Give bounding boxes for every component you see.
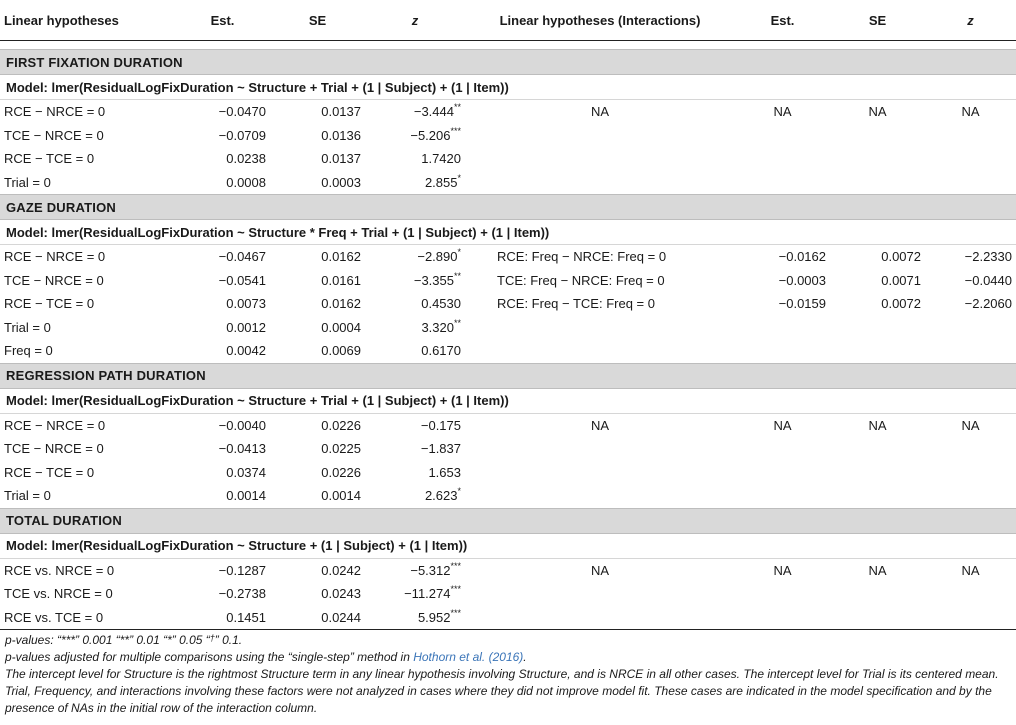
est: 0.0008 [226, 174, 266, 190]
header-z: z [411, 12, 419, 28]
se: 0.0004 [321, 319, 361, 335]
z-value: 3.320** [421, 317, 461, 335]
section-title: GAZE DURATION [0, 195, 1016, 220]
z-value: −0.175 [420, 417, 461, 433]
hypothesis: Trial = 0 [4, 174, 51, 190]
se: 0.0162 [321, 249, 361, 265]
table-row [0, 484, 1016, 508]
z-value: −2.890* [417, 247, 461, 265]
est: 0.0073 [226, 296, 266, 312]
se: 0.0226 [321, 417, 361, 433]
model-spec: Model: lmer(ResidualLogFixDuration ~ Structure + Trial + (1 | Subject) + (1 | Item)) [0, 75, 1016, 100]
se: 0.0136 [321, 127, 361, 143]
hypothesis: TCE − NRCE = 0 [4, 441, 104, 457]
z-value: −3.355** [413, 270, 461, 288]
z-value: −5.312*** [410, 560, 461, 578]
int-est: −0.0159 [778, 296, 826, 312]
spacer [0, 41, 1016, 50]
section-header [0, 363, 1016, 388]
z-value: 0.4530 [421, 296, 461, 312]
int-z: −0.0440 [964, 272, 1012, 288]
header-interactions: Linear hypotheses (Interactions) [499, 12, 701, 28]
z-value: −5.206*** [410, 125, 461, 143]
hypothesis: Trial = 0 [4, 319, 51, 335]
z-value: 2.623* [424, 486, 461, 504]
model-spec: Model: lmer(ResidualLogFixDuration ~ Structure + (1 | Subject) + (1 | Item)) [0, 533, 1016, 558]
header-est: Est. [210, 12, 235, 28]
int-z: NA [961, 417, 980, 433]
hypothesis: Trial = 0 [4, 488, 51, 504]
table-row [0, 413, 1016, 437]
header-linear-hypotheses: Linear hypotheses [4, 12, 119, 28]
header-int-est: Est. [770, 12, 795, 28]
table-row [0, 582, 1016, 606]
significance: *** [450, 125, 461, 136]
hypothesis: RCE − NRCE = 0 [4, 417, 106, 433]
hypothesis: TCE − NRCE = 0 [4, 272, 104, 288]
header-int-se: SE [868, 12, 887, 28]
int-est: NA [773, 417, 792, 433]
se: 0.0014 [321, 488, 361, 504]
est: 0.0238 [226, 151, 266, 167]
int-hypothesis: NA [590, 417, 610, 433]
section-header [0, 508, 1016, 533]
est: −0.0467 [218, 249, 266, 265]
significance: * [457, 247, 461, 258]
est: 0.0374 [226, 464, 266, 480]
hypothesis: RCE − NRCE = 0 [4, 249, 106, 265]
hypothesis: TCE vs. NRCE = 0 [4, 586, 113, 602]
hypothesis: RCE − TCE = 0 [4, 296, 95, 312]
int-hypothesis: RCE: Freq − NRCE: Freq = 0 [497, 249, 667, 265]
section-header [0, 195, 1016, 220]
se: 0.0242 [321, 562, 361, 578]
table-row [0, 147, 1016, 171]
hypothesis: RCE vs. TCE = 0 [0, 606, 175, 630]
z-value: 1.7420 [421, 151, 461, 167]
significance: ** [453, 270, 461, 281]
int-est: −0.0162 [778, 249, 826, 265]
se: 0.0069 [321, 343, 361, 359]
int-z: NA [961, 562, 980, 578]
model-spec: Model: lmer(ResidualLogFixDuration ~ Structure + Trial + (1 | Subject) + (1 | Item)) [0, 388, 1016, 413]
est: −0.2738 [218, 586, 266, 602]
header-int-z: z [967, 12, 974, 28]
section-header [0, 50, 1016, 75]
footnote-adjustment: p-values adjusted for multiple comparisons using the “single-step” method in Hothorn et al. (2016). [5, 650, 527, 664]
int-se: 0.0071 [881, 272, 921, 288]
int-hypothesis: TCE: Freq − NRCE: Freq = 0 [497, 272, 665, 288]
est: 0.1451 [175, 606, 270, 630]
int-hypothesis: NA [590, 562, 610, 578]
est: −0.1287 [218, 562, 266, 578]
int-se: NA [868, 417, 887, 433]
est: −0.0541 [218, 272, 266, 288]
est: −0.0413 [218, 441, 266, 457]
int-se: NA [868, 104, 887, 120]
hypothesis: TCE − NRCE = 0 [4, 127, 104, 143]
est: 0.0014 [226, 488, 266, 504]
int-z: NA [961, 104, 980, 120]
table-row [0, 316, 1016, 340]
z-value: 2.855* [424, 172, 461, 190]
table-row [0, 606, 1016, 630]
table-row [0, 124, 1016, 148]
z-value: −3.444** [413, 102, 461, 120]
se: 0.0161 [321, 272, 361, 288]
table-row [0, 245, 1016, 269]
int-z: −2.2060 [964, 296, 1012, 312]
est: −0.0470 [218, 104, 266, 120]
table-row [0, 339, 1016, 363]
int-se: 0.0072 [881, 296, 921, 312]
z-value: 0.6170 [421, 343, 461, 359]
int-se: 0.0072 [881, 249, 921, 265]
hypothesis: RCE − TCE = 0 [4, 151, 95, 167]
table-footnotes [5, 632, 1013, 717]
section-title: REGRESSION PATH DURATION [0, 363, 1016, 388]
section-title: TOTAL DURATION [0, 508, 1016, 533]
model-row [0, 388, 1016, 413]
est: 0.0012 [226, 319, 266, 335]
table-row [0, 171, 1016, 195]
int-hypothesis: RCE: Freq − TCE: Freq = 0 [497, 296, 655, 312]
significance: ** [453, 102, 461, 113]
table-row [0, 292, 1016, 316]
se: 0.0162 [321, 296, 361, 312]
model-row [0, 533, 1016, 558]
table-row [0, 461, 1016, 485]
z-value: 5.952*** [365, 606, 465, 630]
se: 0.0243 [321, 586, 361, 602]
est: −0.0040 [218, 417, 266, 433]
hypothesis: RCE − NRCE = 0 [4, 104, 106, 120]
table-row [0, 558, 1016, 582]
citation-link[interactable]: Hothorn et al. (2016) [413, 650, 524, 664]
table-row [0, 100, 1016, 124]
model-spec: Model: lmer(ResidualLogFixDuration ~ Structure * Freq + Trial + (1 | Subject) + (1 | Item)) [0, 220, 1016, 245]
int-z: −2.2330 [964, 249, 1012, 265]
se: 0.0137 [321, 151, 361, 167]
est: 0.0042 [226, 343, 266, 359]
footnote-intercept: The intercept level for Structure is the rightmost Structure term in any linear hypothesis involving Structure, and is NRCE in all other cases. The intercept level for Trial is its centered mean. Trial, Frequency, and interactions involving these factors were not analyzed in cases where they did not improve model fit. These cases are indicated in the model specification and by the presence of NAs in the initial row of the interaction column. [5, 667, 999, 715]
header-se: SE [308, 12, 327, 28]
significance: * [457, 486, 461, 497]
int-hypothesis: NA [590, 104, 610, 120]
hypothesis: Freq = 0 [4, 343, 53, 359]
section-title: FIRST FIXATION DURATION [0, 50, 1016, 75]
significance: *** [450, 560, 461, 571]
header-row [0, 0, 1016, 41]
significance: *** [450, 607, 461, 618]
significance: * [457, 172, 461, 183]
table-row [0, 437, 1016, 461]
model-row [0, 75, 1016, 100]
int-se: NA [868, 562, 887, 578]
table-row [0, 269, 1016, 293]
se: 0.0225 [321, 441, 361, 457]
significance: *** [450, 584, 461, 595]
se: 0.0137 [321, 104, 361, 120]
int-est: −0.0003 [778, 272, 826, 288]
z-value: −1.837 [420, 441, 461, 457]
z-value: −11.274*** [404, 584, 461, 602]
significance: ** [453, 317, 461, 328]
se: 0.0003 [321, 174, 361, 190]
int-est: NA [773, 104, 792, 120]
z-value: 1.653 [428, 464, 461, 480]
model-row [0, 220, 1016, 245]
est: −0.0709 [218, 127, 266, 143]
se: 0.0226 [321, 464, 361, 480]
footnote-pvalues: p-values: “***” 0.001 “**” 0.01 “*” 0.05 “†” 0.1. [5, 633, 243, 647]
hypothesis: RCE − TCE = 0 [4, 464, 95, 480]
se: 0.0244 [270, 606, 365, 630]
hypothesis: RCE vs. NRCE = 0 [4, 562, 115, 578]
int-est: NA [773, 562, 792, 578]
